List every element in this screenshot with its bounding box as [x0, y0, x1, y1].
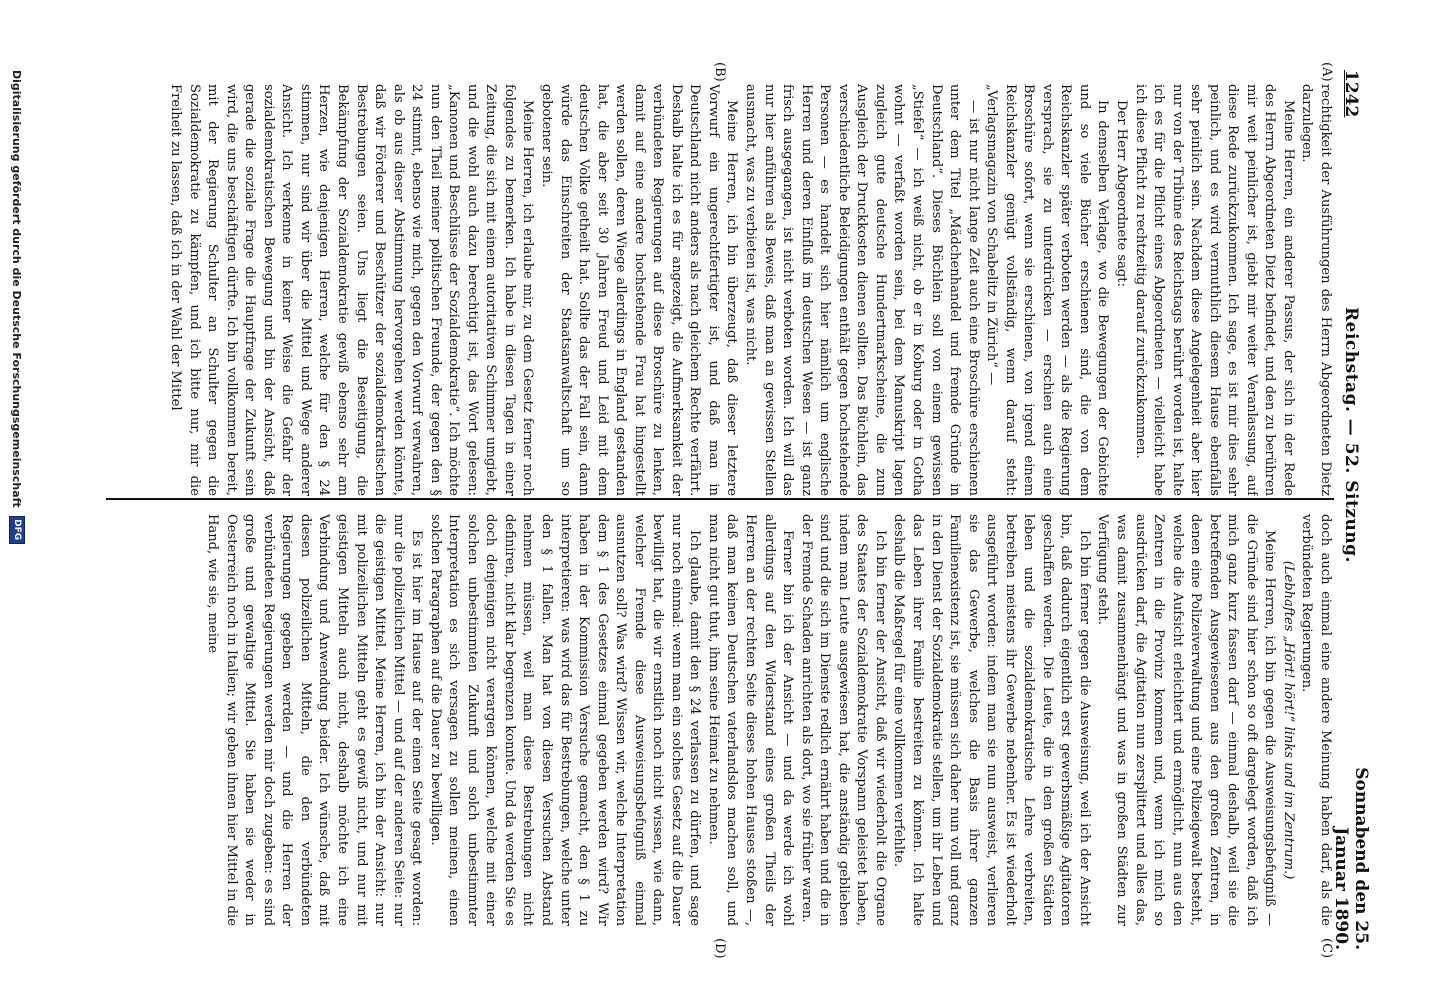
paragraph: Meine Herren, ich bin gegen die Ausweisungsbefugniß — die Gründe sind hier schon so oft dargelegt worden, daß ich mich ganz kurz fassen darf — einmal deshalb, weil sie die betreffenden Ausgewiesenen aus den großen Zentren, in denen eine Polizeiverwaltung und eine Polizeigewalt besteht, welche die Aufsicht erleichtert und ermöglicht, nun aus den Zentren in die Provinz kommen und, wenn ich mich so ausdrücken darf, die Agitation nun zersplittert und alles das, was damit zusammenhängt und was in großen Städten zur Verfügung steht.: [1095, 514, 1278, 926]
column-divider: [106, 498, 1334, 500]
digitization-credit: [6, 70, 28, 940]
paragraph: Der Herr Abgeordnete sagt:: [1113, 100, 1129, 287]
page-title: Reichstag. — 52. Sitzung.: [1341, 307, 1361, 563]
page-number: 1242: [1341, 70, 1361, 118]
paragraph: Meine Herren, ich bin überzeugt, daß dieser letztere Vorwurf ein ungerechtfertigter ist, und daß man in Deutschland nicht anders als nach gleichem Rechte verfährt. Deshalb halte ich es für angezeigt, die Aufmerksamkeit der verbündeten Regierungen auf diese Broschüre zu lenken, damit auf eine andere hochstehende Frau hat hingestellt werden sollen, deren Wiege allerdings in England gestanden hat, die aber seit 30 Jahren Freud und Leid mit dem deutschen Volke getheilt hat. Sollte das der Fall sein, dann würde das Einschreiten der Staatsanwaltschaft um so gebotener sein.: [539, 84, 740, 496]
margin-mark-b: (B): [712, 62, 727, 82]
paragraph: Es ist hier im Hause auf der einen Seite gesagt worden: nur die polizeilichen Mittel — und auf der anderen Seite: nur die geistigen Mittel. Meine Herren, ich bin der Ansicht: nur mit polizeilichen Mitteln geht es gewiß nicht, und nur mit geistigen Mitteln auch nicht, deshalb möchte ich eine Verbindung und Anwendung beider. Ich wünsche, daß mit diesen polizeilichen Mitteln, die den verbündeten Regierungen gegeben werden — und die Herren der verbündeten Regierungen werden mir doch zugeben: es sind große und gewaltige Mittel. Sie haben sie weder in Oesterreich noch in Italien; wir geben ihnen hier Mittel in die Hand, wie sie, meine: [205, 514, 425, 926]
page-header: [1331, 70, 1371, 950]
paragraph: — ist nur nicht lange Zeit auch eine Broschüre erschienen unter dem Titel „Mädchenhandel und fremde Gründe in Deutschland“. Dieses Büchlein soll von einem gewissen „Stiefel“ — ich weiß nicht, ob er in Koburg oder in Gotha wohnt — verfaßt worden sein, bei dem Manuskript lagen zugleich gute deutsche Hundertmarkscheine, die zum Ausgleich der Druckkosten dienen sollten. Das Büchlein, das verschiedentliche Beleidigungen enthält gegen hochstehende Personen — es handelt sich hier nämlich um englische Herren und deren Einfluß im deutschen Wesen — ist ganz frisch ausgegangen, ist nicht verboten worden. Ich will das nur hier anführen als Beweis, daß man an gewissen Stellen ausmacht, was zu verbieten ist, was nicht.: [743, 84, 981, 496]
paragraph: Meine Herren, ein anderer Passus, der sich in der Rede des Herrn Abgeordneten Dietz befindet, und den zu berühren mir weit peinlicher ist, giebt mir weiter Veranlassung, auf diese Rede zurückzukommen. Ich sage, es ist mir dies sehr peinlich, und es wird vermuthlich diesem Hause ebenfalls sehr peinlich sein. Nachdem diese Angelegenheit aber hier nur von der Tribüne des Reichstags berührt worden ist, halte ich es für die Pflicht eines Abgeordneten — vielleicht habe ich diese Pflicht zu rechtzeitig darauf zurückzukommen.: [1132, 84, 1296, 496]
margin-mark-a: (A): [1319, 62, 1334, 82]
paragraph: Ich bin ferner gegen die Ausweisung, weil ich der Ansicht bin, daß dadurch eigentlich erst gewerbsmäßige Agitatoren geschaffen werden. Die Leute, die in den großen Städten leben und die sozialdemokratische Lehre verbreiten, betreiben meistens ihr Gewerbe nebenher. Es ist wiederholt ausgeführt worden: indem man sie nun ausweist, verlieren sie das Gewerbe, welches die Basis ihrer ganzen Familienexistenz ist, sie müssen sich daher nun voll und ganz in den Dienst der Sozialdemokratie stellen, um ihr Leben und das Leben ihrer Familie bestreiten zu können. Ich halte deshalb die Maßregel für eine vollkommen verfehlte.: [891, 514, 1092, 926]
left-column: [106, 84, 1334, 496]
dfg-logo-icon: DFG: [9, 516, 25, 544]
credit-text: Digitalisierung gefördert durch die Deutsche Forschungsgemeinschaft: [10, 70, 24, 508]
session-date: Sonnabend den 25. Januar 1890.: [1331, 767, 1371, 950]
right-column: [106, 514, 1334, 926]
paragraph: Meine Herren, ich erlaube mir, zu dem Gesetz ferner noch folgendes zu bemerken. Ich habe in diesen Tagen in einer Zeitung, die sich mit einem autoritativen Schimmer umgiebt, und die wohl auch dazu berechtigt ist, das Wort gelesen: „Kanonen und Beschlüsse der Sozialdemokratie“. Ich möchte nun den Theil meiner politischen Freunde, der gegen den § 24 stimmt, ebenso wie mich, gegen den Vorwurf verwahren, als ob aus dieser Abstimmung hervorgehen werden könnte, daß wir Förderer und Beschützer der sozialdemokratischen Bestrebungen seien. Uns liegt die Beseitigung, die Bekämpfung der Sozialdemokratie gewiß ebenso sehr am Herzen, wie denjenigen Herren, welche für den § 24 stimmen, nur sind wir über die Mittel und Wege anderer Ansicht. Ich verkenne in keiner Weise die Gefahr der sozialdemokratischen Bewegung und bin der Ansicht, daß gerade die soziale Frage die Hauptfrage der Zukunft sein wird, die uns beschäftigen dürfte. Ich bin vollkommen bereit, mit der Regierung Schulter an Schulter gegen die Sozialdemokratie zu kämpfen, und ich bitte nur, mir die Freiheit zu lassen, daß ich in der Wahl der Mittel: [168, 84, 536, 496]
paragraph: rechtigkeit der Ausführungen des Herrn Abgeordneten Dietz darzulegen.: [1299, 84, 1333, 496]
paragraph: In demselben Verlage, wo die Bewegungen der Gebichte und so viele Bücher erschienen sind, die von dem Reichskanzler später verboten werden — als die Regierung versprach, sie zu unterdrücken — erschien auch eine Broschüre sofort, wenn sie erschienen, von irgend einem Reichskanzler genügt vollständig, wenn darauf steht: „Verlagsmagazin von Schabelitz in Zürich“ —: [984, 84, 1111, 496]
paragraph: Ich bin ferner der Ansicht, daß wir wiederholt die Organe des Staates der Sozialdemokratie Vorspann geleistet haben, indem man Leute ausgewiesen hat, die anständig geblieben sind und die sich im Dienste redlich ernährt haben und die in der Fremde Schaden anrichten als dort, wo sie früher waren.: [798, 514, 888, 926]
paragraph: doch auch einmal eine andere Meinung haben darf, als die verbündeten Regierungen.: [1299, 514, 1333, 926]
paragraph: Ferner bin ich der Ansicht — und da werde ich wohl allerdings auf den Widerstand eines großen Theils der Herren an der rechten Seite dieses hohen Hauses stoßen —, daß man keinen Deutschen vaterlandslos machen soll, und man nicht gut thut, ihm seine Heimat zu nehmen.: [705, 514, 796, 926]
margin-mark-d: (D): [712, 938, 727, 959]
paragraph: Ich glaube, damit den § 24 verlassen zu dürfen, und sage nur noch einmal: wenn man ein solches Gesetz auf die Dauer bewilligt hat, die wir ernstlich noch nicht wissen, wie dann, welcher Fremde diese Ausweisungsbefugniß einmal ausnutzen soll? Was wird? Wissen wir, welche Interpretation dem § 1 des Gesetzes einmal gegeben werden wird? Wir haben in der Kommission Versuche gemacht, den § 1 zu interpretieren: was wird das für Bestrebungen, welche unter den § 1 fallen. Man hat von diesen Versuchen Abstand nehmen müssen, weil man diese Bestrebungen nicht definiren, nicht klar begrenzen konnte. Und da werden Sie es doch denjenigen nicht verargen können, welche mit einer solchen unbestimmten Zukunft und solch unbestimmter Interpretation es sich versagen zu sollen meinen, einen solchen Paragraphen auf die Dauer zu bewilligen.: [427, 514, 703, 926]
margin-mark-c: (C): [1319, 938, 1334, 959]
interjection: (Lebhaftes „Hört! hört!“ links und im Zentrum.): [1280, 560, 1296, 880]
